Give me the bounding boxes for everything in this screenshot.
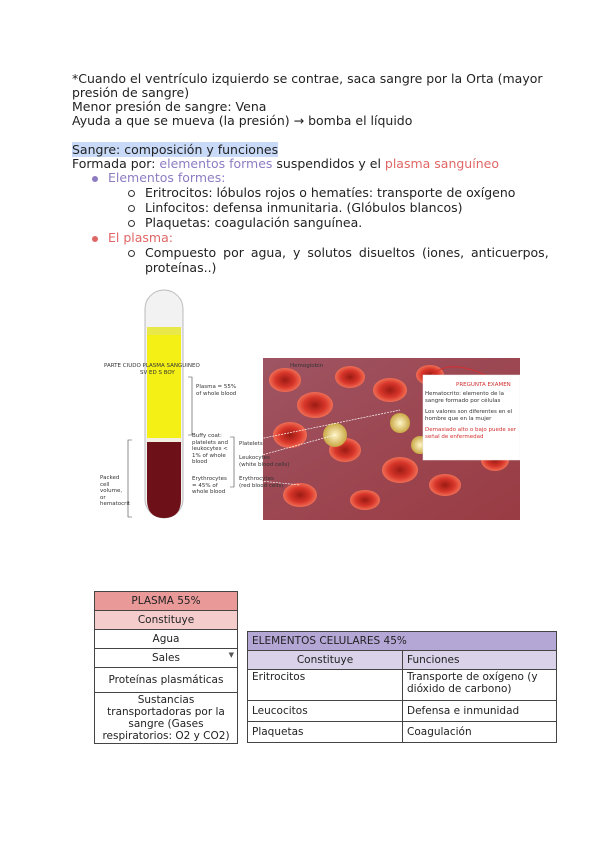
bullet-dot-icon — [92, 236, 98, 242]
formado-prefix: Formada por: — [72, 156, 160, 171]
plasma-row: Agua — [95, 630, 238, 649]
intro-line-4: Ayuda a que se mueva (la presión) → bomba el líquido — [72, 113, 413, 128]
sub-linfocitos: Linfocitos: defensa inmunitaria. (Glóbulos blancos) — [145, 200, 463, 215]
plasma-label-2: of whole blood — [196, 391, 237, 397]
intro-line-1: *Cuando el ventrículo izquierdo se contrae, saca sangre por la Orta (mayor — [72, 71, 543, 86]
plasma-header: PLASMA 55% — [95, 592, 238, 611]
sub-eritrocitos: Eritrocitos: lóbulos rojos o hematíes: transporte de oxígeno — [145, 185, 516, 200]
plasma-row: Proteínas plasmáticas — [95, 668, 238, 693]
bullet-el-plasma: El plasma: — [108, 230, 173, 245]
cells-col1-header: Constituye — [248, 651, 403, 670]
intro-line-2: presión de sangre) — [72, 85, 190, 100]
cells-header: ELEMENTOS CELULARES 45% — [248, 632, 557, 651]
formado-mid: suspendidos y el — [272, 156, 385, 171]
cells-row-funcion: Transporte de oxígeno (y dióxido de carbono) — [403, 670, 557, 701]
micrograph-title: Hemoglobin — [290, 363, 324, 369]
sub-bullet-circle-icon — [128, 205, 135, 212]
cells-row-funcion: Coagulación — [403, 722, 557, 743]
sub-bullet-circle-icon — [128, 220, 135, 227]
leukocytes-label-2: (white blood cells) — [239, 462, 290, 468]
bullet-elementos-formes: Elementos formes: — [108, 170, 226, 185]
formado-line — [72, 156, 499, 171]
bullet-dot-icon — [92, 176, 98, 182]
plasma-row: Sustancias transportadoras por la sangre (Gases respiratorios: O2 y CO2) — [95, 693, 238, 744]
note-title: PREGUNTA EXAMEN — [456, 382, 511, 388]
sub-bullet-circle-icon — [128, 190, 135, 197]
erythrocyte-layer — [147, 442, 181, 518]
plasma-subheader: Constituye — [95, 611, 238, 630]
erythrocytes-pct-label: Erythrocytes = 45% of whole blood — [192, 476, 227, 495]
plasma-layer — [147, 335, 181, 438]
buffy-coat-layer — [147, 438, 181, 442]
elementos-celulares-table — [247, 631, 557, 743]
blood-composition-figure — [100, 285, 520, 525]
cells-row-constituye: Plaquetas — [248, 722, 403, 743]
cells-row-constituye: Eritrocitos — [248, 670, 403, 701]
plasma-row[interactable] — [95, 649, 238, 668]
cells-row-funcion: Defensa e inmunidad — [403, 701, 557, 722]
plasma-label: Plasma = 55% — [196, 384, 237, 390]
erythrocytes-label-2: (red blood cells) — [239, 483, 284, 489]
plasma-sanguineo-text: plasma sanguíneo — [384, 156, 499, 171]
dropdown-arrow-icon[interactable]: ▼ — [228, 651, 234, 659]
elementos-formes-link: elementos formes — [159, 156, 273, 171]
note-text-1: Hematocrito: elemento de la sangre formado por células — [425, 391, 505, 404]
section-title: Sangre: composición y funciones — [72, 142, 279, 157]
intro-line-3: Menor presión de sangre: Vena — [72, 99, 267, 114]
buffy-coat-label: Buffy coat: platelets and leukocytes < 1% of whole blood — [192, 433, 228, 465]
plasma-row-text: Sales — [152, 652, 180, 664]
platelets-label: Platelets — [239, 441, 263, 447]
cells-col2-header: Funciones — [403, 651, 557, 670]
sub-compuesto: Compuesto por agua, y solutos disueltos (iones, anticuerpos, — [145, 245, 549, 260]
plasma-table — [94, 591, 238, 744]
tube-title-2: SV ED S BOY — [140, 370, 175, 376]
note-text-3: Demasiado alto o bajo puede ser señal de enfermedad — [425, 427, 516, 440]
tube-title: PARTE CIUDO PLASMA SANGUINEO — [104, 363, 200, 369]
erythrocytes-label: Erythrocytes — [239, 476, 274, 482]
note-text-2: Los valores son diferentes en el hombre que en la mujer — [425, 409, 513, 422]
sub-compuesto-cont: proteínas..) — [145, 260, 217, 275]
sub-plaquetas: Plaquetas: coagulación sanguínea. — [145, 215, 363, 230]
packed-cell-label: Packed cell volume, or hematocrit — [100, 475, 131, 507]
leukocytes-label: Leukocytes — [239, 455, 270, 461]
sub-bullet-circle-icon — [128, 250, 135, 257]
cells-row-constituye: Leucocitos — [248, 701, 403, 722]
blood-figure-svg — [100, 285, 520, 525]
